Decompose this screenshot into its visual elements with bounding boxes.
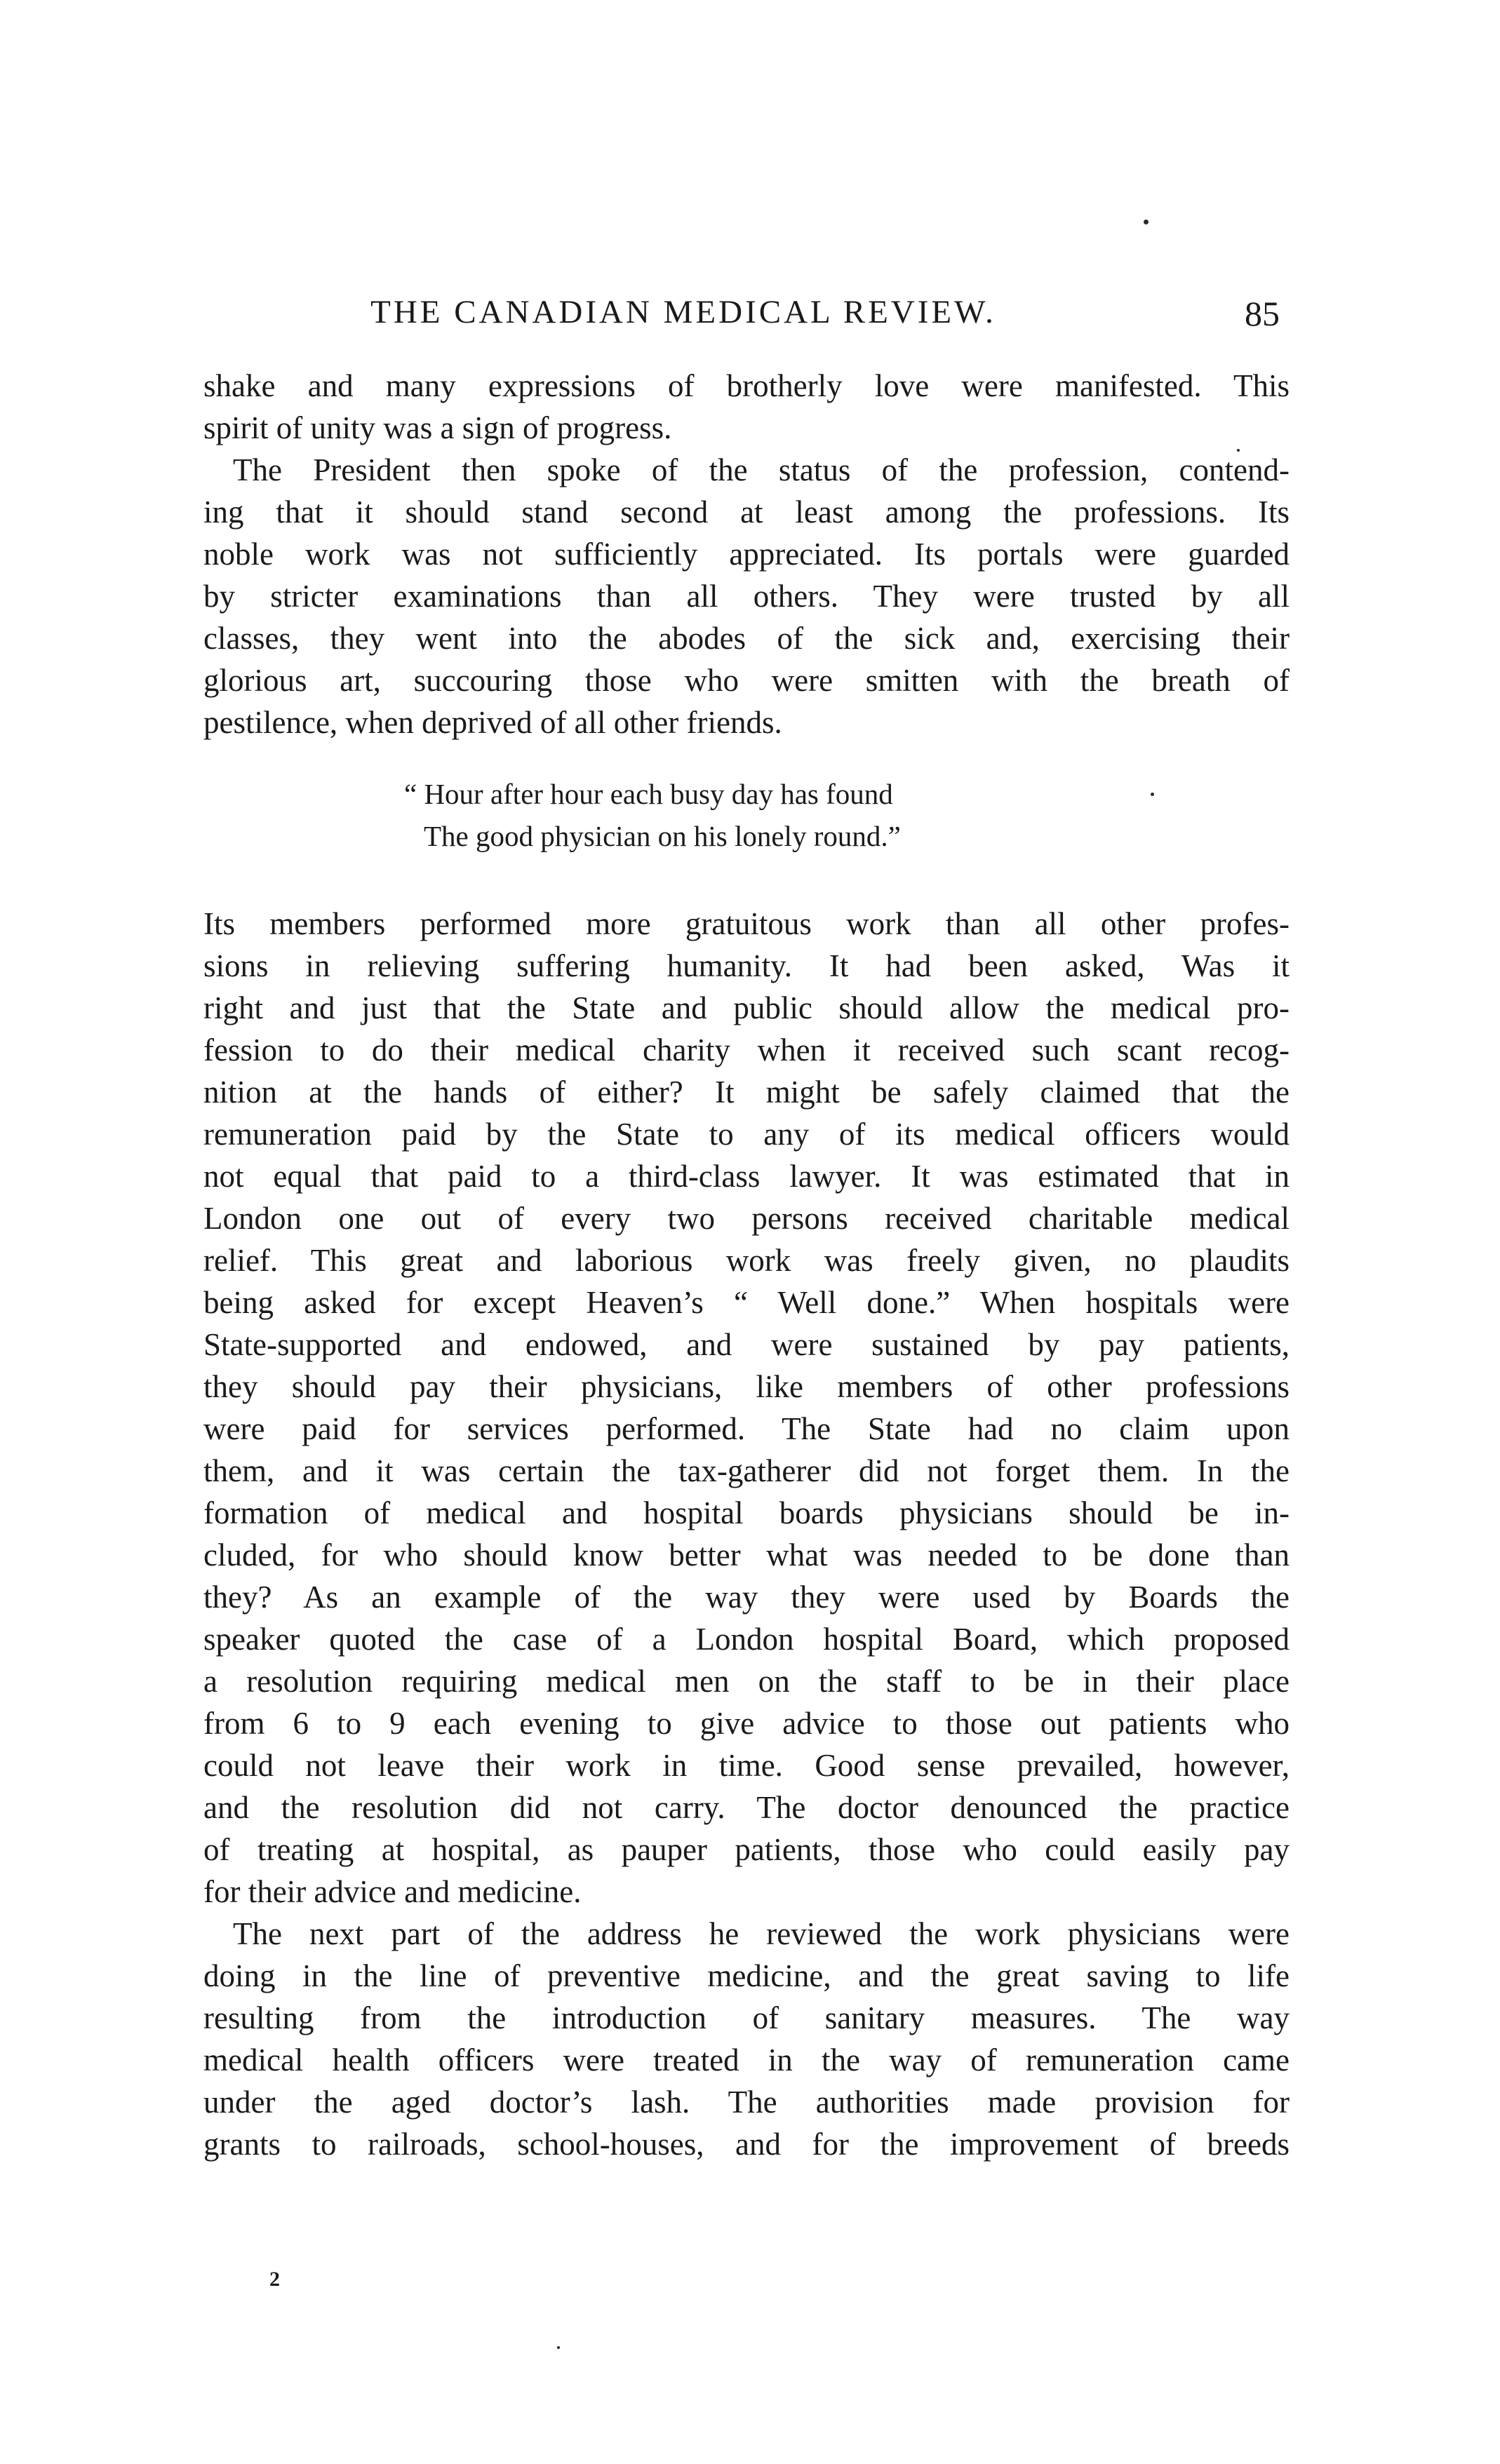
text-line: them, and it was certain the tax-gatherer did not forget them. In the: [203, 1453, 1290, 1488]
page-number: 85: [1245, 294, 1280, 333]
signature-mark: 2: [269, 2268, 280, 2291]
text-line: right and just that the State and public should allow the medical pro-: [203, 990, 1290, 1025]
text-line: by stricter examinations than all others. They were trusted by all: [203, 579, 1290, 614]
text-line: relief. This great and laborious work was freely given, no plaudits: [203, 1243, 1290, 1278]
text-line: from 6 to 9 each evening to give advice to those out patients who: [203, 1706, 1290, 1741]
text-line: resulting from the introduction of sanitary measures. The way: [203, 2000, 1290, 2035]
text-line: grants to railroads, school-houses, and for the improvement of breeds: [203, 2127, 1290, 2162]
text-line: State-supported and endowed, and were sustained by pay patients,: [203, 1327, 1290, 1362]
text-line: spirit of unity was a sign of progress.: [203, 410, 672, 445]
scan-speck: [1151, 793, 1154, 796]
text-line: speaker quoted the case of a London hospital Board, which proposed: [203, 1622, 1290, 1657]
text-line: pestilence, when deprived of all other friends.: [203, 705, 782, 740]
text-line: cluded, for who should know better what was needed to be done than: [203, 1537, 1290, 1573]
text-line: they should pay their physicians, like members of other professions: [203, 1369, 1290, 1404]
text-line: not equal that paid to a third-class lawyer. It was estimated that in: [203, 1159, 1290, 1194]
text-line: doing in the line of preventive medicine, and the great saving to life: [203, 1958, 1290, 1993]
text-line: for their advice and medicine.: [203, 1874, 582, 1909]
text-line: were paid for services performed. The State had no claim upon: [203, 1411, 1290, 1446]
text-line: glorious art, succouring those who were smitten with the breath of: [203, 663, 1290, 698]
text-line: classes, they went into the abodes of the sick and, exercising their: [203, 621, 1290, 656]
text-line: sions in relieving suffering humanity. It had been asked, Was it: [203, 948, 1290, 983]
text-line: they? As an example of the way they were used by Boards the: [203, 1580, 1290, 1615]
text-line: The next part of the address he reviewed the work physicians were: [233, 1916, 1290, 1951]
text-line: Its members performed more gratuitous work than all other profes-: [203, 906, 1290, 941]
text-line: formation of medical and hospital boards physicians should be in-: [203, 1495, 1290, 1530]
text-line: noble work was not sufficiently appreciated. Its portals were guarded: [203, 537, 1290, 572]
text-line: fession to do their medical charity when it received such scant recog-: [203, 1032, 1290, 1068]
text-line: ing that it should stand second at least among the professions. Its: [203, 494, 1290, 530]
text-line: could not leave their work in time. Good sense prevailed, however,: [203, 1748, 1290, 1783]
text-line: nition at the hands of either? It might be safely claimed that the: [203, 1075, 1290, 1110]
verse-line: “ Hour after hour each busy day has found: [404, 778, 893, 810]
scan-speck: [1144, 220, 1149, 224]
text-line: being asked for except Heaven’s “ Well done.” When hospitals were: [203, 1285, 1290, 1320]
scan-speck: [557, 2346, 560, 2349]
text-line: medical health officers were treated in the way of remuneration came: [203, 2042, 1290, 2078]
text-line: and the resolution did not carry. The doctor denounced the practice: [203, 1790, 1290, 1825]
text-line: under the aged doctor’s lash. The authorities made provision for: [203, 2085, 1290, 2120]
text-line: of treating at hospital, as pauper patients, those who could easily pay: [203, 1832, 1290, 1867]
text-line: shake and many expressions of brotherly love were manifested. This: [203, 368, 1290, 403]
text-line: London one out of every two persons received charitable medical: [203, 1201, 1290, 1236]
verse-line: The good physician on his lonely round.”: [424, 820, 901, 852]
text-line: a resolution requiring medical men on the staff to be in their place: [203, 1664, 1290, 1699]
scan-speck: [1237, 449, 1240, 452]
text-line: The President then spoke of the status of the profession, contend-: [233, 452, 1290, 487]
running-title: THE CANADIAN MEDICAL REVIEW.: [370, 294, 996, 330]
text-line: remuneration paid by the State to any of its medical officers would: [203, 1117, 1290, 1152]
page-header: [203, 291, 1290, 340]
